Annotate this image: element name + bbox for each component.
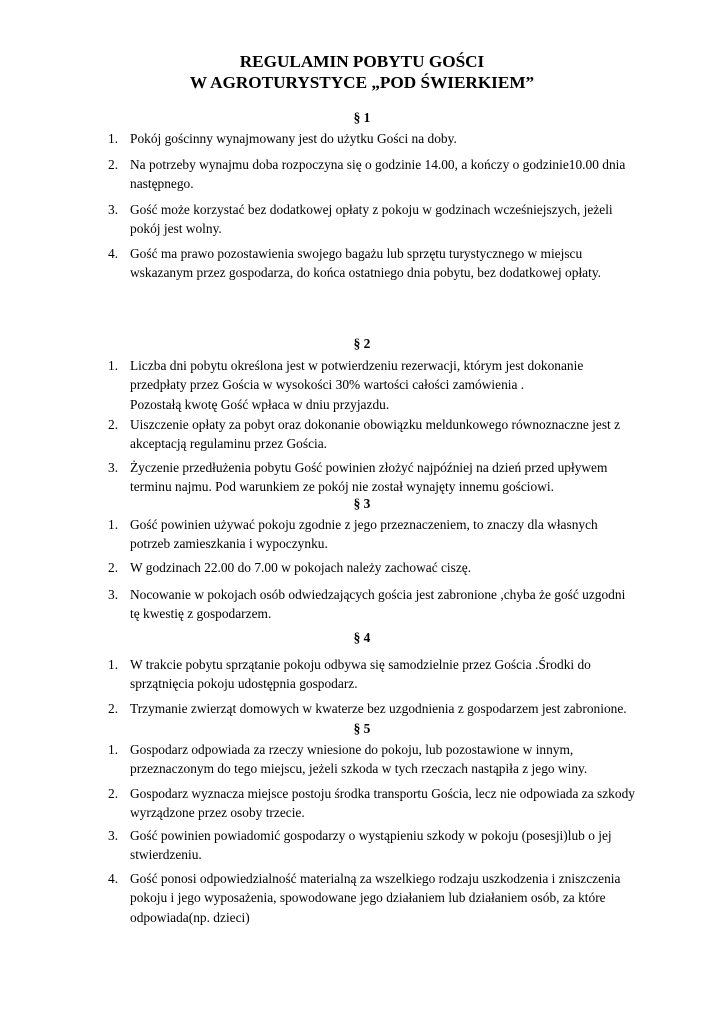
section-4-item-1 xyxy=(108,655,638,694)
section-1-item-1 xyxy=(108,129,638,148)
section-2-item-3 xyxy=(108,458,638,497)
section-2-item-1 xyxy=(108,356,638,414)
item-text: Gospodarz wyznacza miejsce postoju środka transportu Gościa, lecz nie odpowiada za szkody wyrządzone przez osoby trzecie. xyxy=(130,786,635,821)
section-1-item-4 xyxy=(108,244,638,283)
document-title xyxy=(0,51,724,93)
item-number: 1. xyxy=(108,358,119,373)
item-number: 1. xyxy=(108,131,119,146)
section-1-item-3 xyxy=(108,200,638,239)
item-number: 1. xyxy=(108,657,119,672)
item-number: 3. xyxy=(108,587,119,602)
item-number: 2. xyxy=(108,786,119,801)
title-line-1: REGULAMIN POBYTU GOŚCI xyxy=(239,52,485,71)
item-text: Życzenie przedłużenia pobytu Gość powinien złożyć najpóźniej na dzień przed upływem terminu najmu. Pod warunkiem ze pokój nie został wynajęty innemu gościowi. xyxy=(130,460,608,495)
item-text: Gość powinien używać pokoju zgodnie z jego przeznaczeniem, to znaczy dla własnych potrzeb zamieszkania i wypoczynku. xyxy=(130,517,598,552)
section-1-item-2 xyxy=(108,155,638,194)
section-2-heading: § 2 xyxy=(353,336,371,351)
item-text: W trakcie pobytu sprzątanie pokoju odbywa się samodzielnie przez Gościa .Środki do sprzątnięcia pokoju udostępnia gospodarz. xyxy=(130,657,591,692)
item-number: 2. xyxy=(108,560,119,575)
item-number: 1. xyxy=(108,742,119,757)
item-text: Gość powinien powiadomić gospodarzy o wystąpieniu szkody w pokoju (posesji)lub o jej stwierdzeniu. xyxy=(130,828,612,863)
section-5-item-1 xyxy=(108,740,638,779)
item-text: W godzinach 22.00 do 7.00 w pokojach należy zachować ciszę. xyxy=(130,560,472,575)
item-number: 3. xyxy=(108,460,119,475)
title-line-2: W AGROTURYSTYCE „POD ŚWIERKIEM” xyxy=(189,73,535,92)
section-5-item-3 xyxy=(108,826,638,865)
section-5-item-2 xyxy=(108,784,638,823)
section-3-item-1 xyxy=(108,515,638,554)
item-number: 3. xyxy=(108,828,119,843)
item-text: Gospodarz odpowiada za rzeczy wniesione do pokoju, lub pozostawione w innym, przeznaczonym do tego miejscu, jeżeli szkoda w tych rzeczach nastąpiła z jego winy. xyxy=(130,742,588,777)
section-3-item-2 xyxy=(108,558,638,577)
item-number: 4. xyxy=(108,246,119,261)
section-4-item-2 xyxy=(108,699,638,718)
item-text: Liczba dni pobytu określona jest w potwierdzeniu rezerwacji, którym jest dokonanie przedpłaty przez Gościa w wysokości 30% wartości całości zamówienia . Pozostałą kwotę Gość wpłaca w dniu przyjazdu. xyxy=(130,358,584,412)
section-3-heading: § 3 xyxy=(353,496,371,511)
section-2-item-2 xyxy=(108,415,638,454)
item-number: 2. xyxy=(108,157,119,172)
section-4-heading: § 4 xyxy=(353,630,371,645)
item-text: Gość może korzystać bez dodatkowej opłaty z pokoju w godzinach wcześniejszych, jeżeli pokój jest wolny. xyxy=(130,202,613,237)
item-text: Uiszczenie opłaty za pobyt oraz dokonanie obowiązku meldunkowego równoznaczne jest z akceptacją regulaminu przez Gościa. xyxy=(130,417,621,452)
item-text: Gość ma prawo pozostawienia swojego bagażu lub sprzętu turystycznego w miejscu wskazanym przez gospodarza, do końca ostatniego dnia pobytu, bez dodatkowej opłaty. xyxy=(130,246,602,281)
item-text: Trzymanie zwierząt domowych w kwaterze bez uzgodnienia z gospodarzem jest zabronione. xyxy=(130,701,627,716)
item-number: 1. xyxy=(108,517,119,532)
item-text: Na potrzeby wynajmu doba rozpoczyna się o godzinie 14.00, a kończy o godzinie10.00 dnia następnego. xyxy=(130,157,626,192)
item-number: 4. xyxy=(108,871,119,886)
item-number: 2. xyxy=(108,417,119,432)
section-3-item-3 xyxy=(108,585,638,624)
section-5-heading: § 5 xyxy=(353,721,371,736)
section-1-heading: § 1 xyxy=(353,110,371,125)
item-number: 3. xyxy=(108,202,119,217)
item-text: Nocowanie w pokojach osób odwiedzających gościa jest zabronione ,chyba że gość uzgodni tę kwestię z gospodarzem. xyxy=(130,587,626,622)
item-text: Pokój gościnny wynajmowany jest do użytku Gości na doby. xyxy=(130,131,457,146)
item-text: Gość ponosi odpowiedzialność materialną za wszelkiego rodzaju uszkodzenia i zniszczenia pokoju i jego wyposażenia, spowodowane jego działaniem lub działaniem osób, za które odpowiada(np. dzieci) xyxy=(130,871,621,925)
section-5-item-4 xyxy=(108,869,638,927)
item-number: 2. xyxy=(108,701,119,716)
